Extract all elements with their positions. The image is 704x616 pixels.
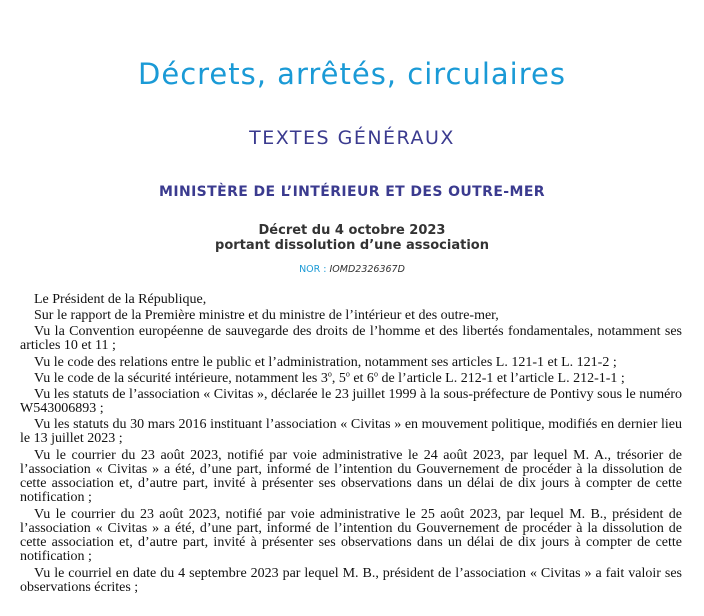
csi-text-after: de l’article L. 212-1 et l’article L. 212-1-1 ; [377,370,625,386]
ministry-heading: MINISTÈRE DE L’INTÉRIEUR ET DES OUTRE-MER [159,184,545,200]
csi-text-mid2: et 6 [349,370,374,386]
paragraph-courrier-president: Vu le courrier du 23 août 2023, notifié par voie administrative le 25 août 2023, par lequel M. B., président de l’association « Civitas » a été, d’une part, informé de l’intention du Gouvernement de procéder à la dissolution de cette association et, d’autre part, invité à présenter ses observations dans un délai de dix jours à compter de cette notification ; [20,506,682,565]
decree-title [0,223,704,253]
decree-body [20,293,682,597]
paragraph-courriel: Vu le courriel en date du 4 septembre 2023 par lequel M. B., président de l’association « Civitas » a fait valoir ses observations écrites ; [20,565,682,595]
subsection-heading: TEXTES GÉNÉRAUX [249,127,455,149]
nor-reference [0,264,704,275]
paragraph-convention: Vu la Convention européenne de sauvegarde des droits de l’homme et des libertés fondamentales, notamment ses articles 10 et 11 ; [20,324,682,354]
paragraph-csi [20,369,682,386]
decree-title-line1: Décret du 4 octobre 2023 [258,223,446,238]
csi-sup-3: o [373,369,378,379]
csi-text-mid1: , 5 [331,370,346,386]
nor-label: NOR : [299,264,327,275]
paragraph-statuts-2016: Vu les statuts du 30 mars 2016 instituant l’association « Civitas » en mouvement politique, modifiés en dernier lieu le 13 juillet 2023 ; [20,417,682,447]
csi-text-before: Vu le code de la sécurité intérieure, notamment les 3 [34,370,328,386]
decree-title-line2: portant dissolution d’une association [215,238,489,253]
paragraph-report: Sur le rapport de la Première ministre et du ministre de l’intérieur et des outre-mer, [34,308,499,324]
paragraph-courrier-tresorier: Vu le courrier du 23 août 2023, notifié par voie administrative le 24 août 2023, par lequel M. A., trésorier de l’association « Civitas » a été, d’une part, informé de l’intention du Gouvernement de procéder à la dissolution de cette association et, d’autre part, invité à présenter ses observations dans un délai de dix jours à compter de cette notification ; [20,447,682,506]
paragraph-president: Le Président de la République, [34,292,207,307]
csi-sup-2: o [345,369,350,379]
nor-code: IOMD2326367D [329,264,405,275]
paragraph-crpa: Vu le code des relations entre le public et l’administration, notamment ses articles L. 121-1 et L. 121-2 ; [34,354,617,370]
csi-sup-1: o [327,369,332,379]
section-title: Décrets, arrêtés, circulaires [138,57,566,91]
paragraph-statuts-1999: Vu les statuts de l’association « Civitas », déclarée le 23 juillet 1999 à la sous-préfecture de Pontivy sous le numéro W543006893 ; [20,386,682,417]
